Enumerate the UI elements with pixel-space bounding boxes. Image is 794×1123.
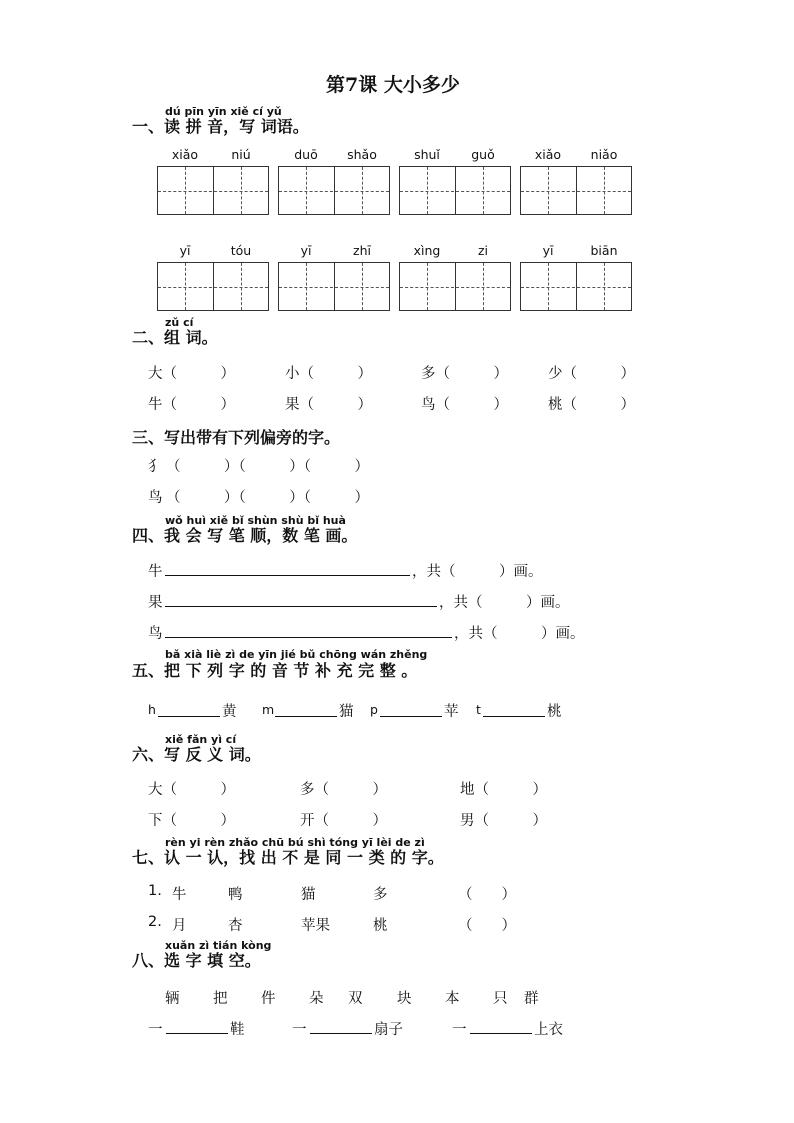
s2-item: 少（ ）	[548, 366, 635, 382]
s4-stroke-line[interactable]	[165, 575, 410, 576]
pinyin-label: zhī	[353, 243, 371, 258]
s2-item: 小（ ）	[285, 366, 372, 382]
section4-pinyin: wǒ huì xiě bǐ shùn shù bǐ huà	[165, 514, 346, 527]
s2-item: 果（ ）	[285, 397, 372, 413]
section6-pinyin: xiě fǎn yì cí	[165, 733, 237, 746]
s8-blank[interactable]	[310, 1033, 372, 1034]
s5-blank[interactable]	[158, 716, 220, 717]
pinyin-label: xìng	[413, 243, 441, 258]
s4-count: ，共（ ）画。	[454, 626, 585, 642]
grid-line	[400, 191, 510, 192]
s8-suffix: 上衣	[534, 1022, 563, 1038]
s4-count: ，共（ ）画。	[412, 564, 543, 580]
pinyin-label: duō	[294, 147, 318, 162]
grid-line	[279, 191, 389, 192]
s2-item: 牛（ ）	[148, 397, 235, 413]
s4-char: 鸟	[148, 626, 163, 642]
s8-suffix: 扇子	[374, 1022, 403, 1038]
s7-num: 2.	[148, 914, 162, 930]
s5-blank[interactable]	[483, 716, 545, 717]
s5-letter: m	[262, 702, 275, 717]
s7-word: 杏	[228, 918, 243, 934]
pinyin-label: niǎo	[590, 147, 618, 162]
s6-item: 多（ ）	[300, 782, 387, 798]
s3-blanks: （ ）（ ）（ ）	[166, 490, 369, 506]
tianzige-writing-box[interactable]	[520, 166, 632, 215]
section1-pinyin: dú pīn yīn xiě cí yǔ	[165, 105, 282, 118]
s8-blank[interactable]	[166, 1033, 228, 1034]
section7-heading: 七、认 一 认，找 出 不 是 同 一 类 的 字。	[132, 848, 444, 867]
s7-word: 桃	[373, 918, 388, 934]
s6-item: 开（ ）	[300, 813, 387, 829]
s4-stroke-line[interactable]	[165, 637, 452, 638]
s3-radical: 鸟	[148, 490, 163, 506]
grid-line	[158, 287, 268, 288]
s7-word: 鸭	[228, 887, 243, 903]
pinyin-label: shǎo	[347, 147, 377, 162]
pinyin-label: yī	[300, 243, 312, 258]
section6-heading: 六、写 反 义 词。	[132, 745, 261, 764]
s8-choice: 双	[348, 991, 363, 1007]
s5-char: 猫	[339, 704, 354, 720]
tianzige-writing-box[interactable]	[278, 262, 390, 311]
s5-letter: p	[370, 702, 378, 717]
s8-choice: 辆	[165, 991, 180, 1007]
s5-char: 苹	[444, 704, 459, 720]
s2-item: 鸟（ ）	[421, 397, 508, 413]
s7-word: 猫	[301, 887, 316, 903]
s5-blank[interactable]	[275, 716, 337, 717]
s3-blanks: （ ）（ ）（ ）	[166, 459, 369, 475]
s8-choice: 块	[397, 991, 412, 1007]
section8-heading: 八、选 字 填 空。	[132, 951, 261, 970]
pinyin-label: guǒ	[471, 147, 495, 162]
pinyin-label: zi	[477, 243, 489, 258]
s2-item: 多（ ）	[421, 366, 508, 382]
section5-heading: 五、把 下 列 字 的 音 节 补 充 完 整 。	[132, 661, 418, 680]
s8-choice: 本	[445, 991, 460, 1007]
pinyin-label: tóu	[230, 243, 252, 258]
s8-choice: 把	[213, 991, 228, 1007]
tianzige-writing-box[interactable]	[157, 262, 269, 311]
tianzige-writing-box[interactable]	[399, 262, 511, 311]
pinyin-label: biān	[590, 243, 618, 258]
section4-heading: 四、我 会 写 笔 顺，数 笔 画。	[132, 526, 358, 545]
s4-count: ，共（ ）画。	[439, 595, 570, 611]
s2-item: 桃（ ）	[548, 397, 635, 413]
pinyin-label: xiǎo	[171, 147, 199, 162]
s5-letter: t	[476, 702, 481, 717]
pinyin-label: xiǎo	[534, 147, 562, 162]
s8-choice: 朵	[309, 991, 324, 1007]
s5-letter: h	[148, 702, 156, 717]
s8-prefix: 一	[452, 1022, 467, 1038]
s2-item: 大（ ）	[148, 366, 235, 382]
section7-pinyin: rèn yi rèn zhǎo chū bú shì tóng yī lèi de zì	[165, 836, 425, 849]
s5-char: 桃	[547, 704, 562, 720]
s7-word: 苹果	[301, 918, 330, 934]
pinyin-label: yī	[542, 243, 554, 258]
s8-prefix: 一	[148, 1022, 163, 1038]
s7-blank[interactable]: （ ）	[458, 887, 516, 903]
s7-word: 月	[172, 918, 187, 934]
s8-suffix: 鞋	[230, 1022, 245, 1038]
s6-item: 下（ ）	[148, 813, 235, 829]
s7-word: 牛	[172, 887, 187, 903]
grid-line	[400, 287, 510, 288]
grid-line	[158, 191, 268, 192]
grid-line	[521, 191, 631, 192]
s8-choice: 群	[524, 991, 539, 1007]
tianzige-writing-box[interactable]	[157, 166, 269, 215]
section2-heading: 二、组 词。	[132, 328, 218, 347]
section1-heading: 一、读 拼 音，写 词语。	[132, 117, 309, 136]
section3-heading: 三、写出带有下列偏旁的字。	[132, 428, 341, 447]
s7-word: 多	[373, 887, 388, 903]
s7-blank[interactable]: （ ）	[458, 918, 516, 934]
tianzige-writing-box[interactable]	[278, 166, 390, 215]
pinyin-label: yī	[179, 243, 191, 258]
grid-line	[279, 287, 389, 288]
section8-pinyin: xuǎn zì tián kòng	[165, 939, 272, 952]
s5-char: 黄	[222, 704, 237, 720]
grid-line	[521, 287, 631, 288]
s6-item: 男（ ）	[460, 813, 547, 829]
tianzige-writing-box[interactable]	[399, 166, 511, 215]
pinyin-label: niú	[231, 147, 251, 162]
pinyin-label: shuǐ	[414, 147, 440, 162]
s3-radical: 犭	[148, 459, 163, 475]
s4-stroke-line[interactable]	[165, 606, 437, 607]
page-title: 第7课 大小多少	[326, 74, 460, 96]
s7-num: 1.	[148, 883, 162, 899]
section5-pinyin: bǎ xià liè zì de yīn jié bǔ chōng wán zhěng	[165, 648, 428, 661]
s8-blank[interactable]	[470, 1033, 532, 1034]
s5-blank[interactable]	[380, 716, 442, 717]
s8-choice: 只	[493, 991, 508, 1007]
s8-prefix: 一	[292, 1022, 307, 1038]
s6-item: 地（ ）	[460, 782, 547, 798]
s4-char: 牛	[148, 564, 163, 580]
s8-choice: 件	[261, 991, 276, 1007]
s6-item: 大（ ）	[148, 782, 235, 798]
s4-char: 果	[148, 595, 163, 611]
tianzige-writing-box[interactable]	[520, 262, 632, 311]
section2-pinyin: zǔ cí	[165, 316, 194, 329]
